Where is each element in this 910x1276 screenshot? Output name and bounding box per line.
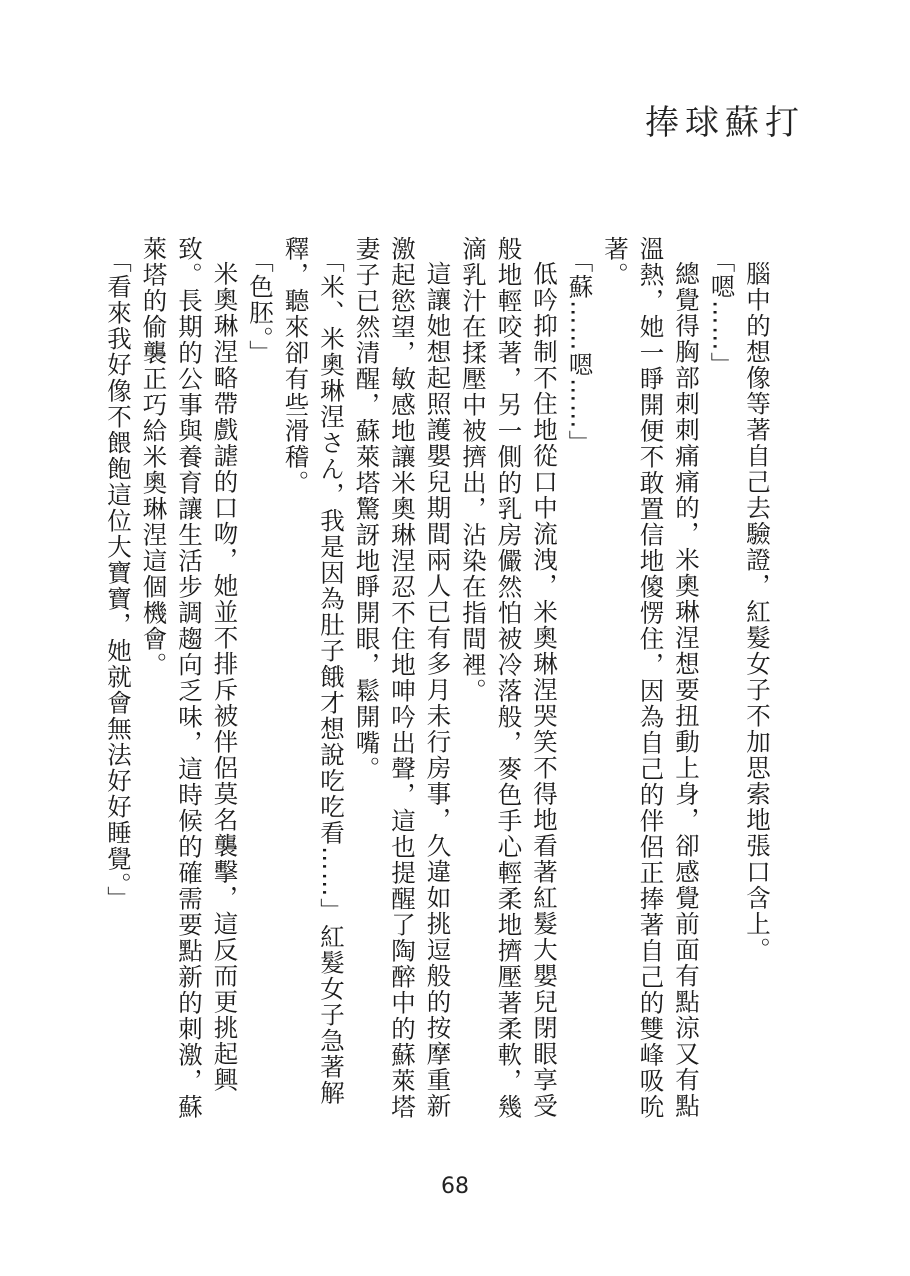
paragraph: 總覺得胸部刺刺痛痛的，米奧琳涅想要扭動上身，卻感覺前面有點涼又有點溫熱，她一睜開便不敢置信地傻愣住，因為自己的伴侶正捧著自己的雙峰吸吮著。 <box>601 236 701 1120</box>
paragraph: 低吟抑制不住地從口中流洩，米奧琳涅哭笑不得地看著紅髮大嬰兒閉眼享受般地輕咬著，另一側的乳房儼然怕被冷落般，麥色手心輕柔地擠壓著柔軟，幾滴乳汁在揉壓中被擠出，沾染在指間裡。 <box>459 236 559 1120</box>
paragraph: 「米、米奧琳涅さん，我是因為肚子餓才想說吃吃看……」紅髮女子急著解釋，聽來卻有些滑稽。 <box>281 236 346 1107</box>
page-number: 68 <box>441 1174 469 1199</box>
page-title: 捧球蘇打 <box>645 103 805 143</box>
paragraph: 腦中的想像等著自己去驗證，紅髮女子不加思索地張口含上。 <box>743 260 772 963</box>
paragraph: 「色胚。」 <box>246 248 275 366</box>
paragraph: 米奧琳涅略帶戲謔的口吻，她並不排斥被伴侶莫名襲擊，這反而更挑起興致。長期的公事與養育讓生活步調趨向乏味，這時候的確需要點新的刺激，蘇萊塔的偷襲正巧給米奧琳涅這個機會。 <box>139 236 240 1120</box>
paragraph: 「嗯……」 <box>707 248 737 379</box>
paragraph: 這讓她想起照護嬰兒期間兩人已有多月未行房事，久違如挑逗般的按摩重新激起慾望，敏感地讓米奧琳涅忍不住地呻吟出聲，這也提醒了陶醉中的蘇萊塔妻子已然清醒，蘇萊塔驚訝地睜開眼，鬆開嘴。 <box>352 236 453 1120</box>
paragraph: 「看來我好像不餵飽這位大寶寶，她就會無法好好睡覺。」 <box>104 248 133 912</box>
paragraph: 「蘇……嗯……」 <box>565 248 595 457</box>
vertical-body-text <box>104 236 775 1136</box>
